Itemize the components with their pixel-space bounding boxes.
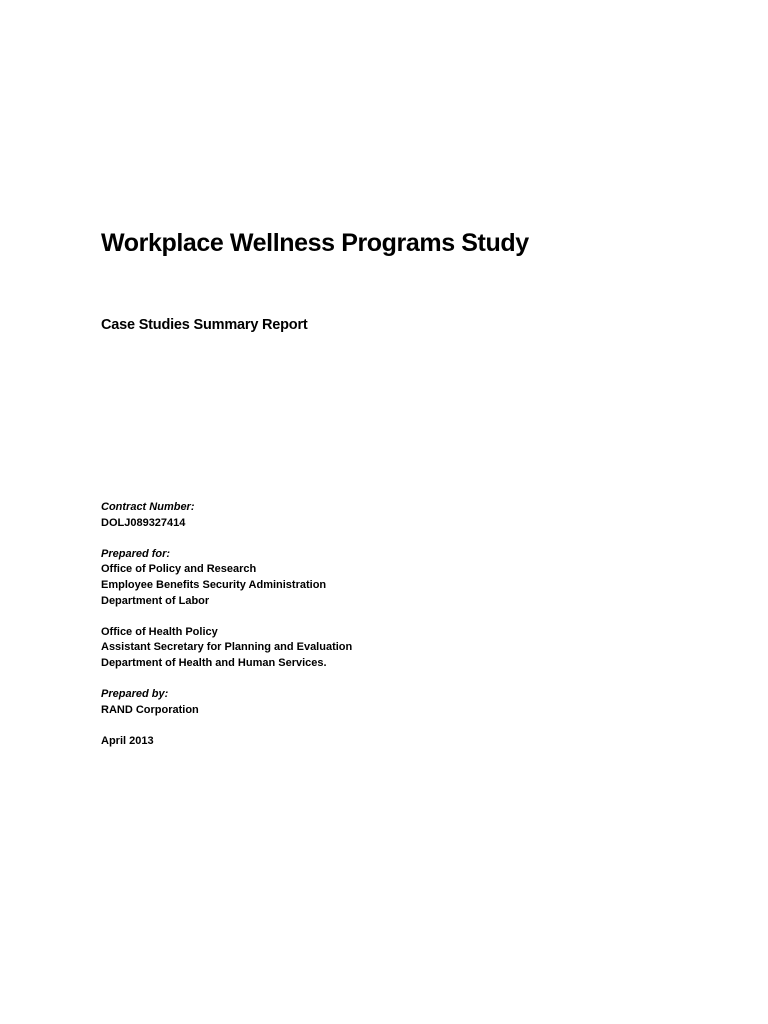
office-line: Department of Labor: [101, 594, 210, 607]
document-subtitle: Case Studies Summary Report: [101, 317, 308, 333]
document-metadata: [101, 500, 352, 765]
office-line: Assistant Secretary for Planning and Evaluation: [101, 641, 353, 654]
prepared-for-section: [101, 547, 352, 609]
contract-section: [101, 500, 352, 531]
prepared-by-section: [101, 687, 352, 718]
contract-number-label: Contract Number:: [101, 501, 195, 513]
document-title: Workplace Wellness Programs Study: [101, 229, 529, 257]
date-section: [101, 734, 352, 750]
prepared-for-label: Prepared for:: [101, 547, 171, 560]
office-line: Employee Benefits Security Administration: [101, 578, 327, 591]
office-line: Office of Policy and Research: [101, 563, 257, 576]
prepared-by-value: RAND Corporation: [101, 703, 199, 716]
office-line: Department of Health and Human Services.: [101, 656, 327, 669]
prepared-by-label: Prepared by:: [101, 688, 169, 701]
office-line: Office of Health Policy: [101, 625, 218, 638]
contract-number-value: DOLJ089327414: [101, 516, 186, 529]
prepared-for-second-office: [101, 625, 352, 672]
report-date: April 2013: [101, 734, 154, 747]
